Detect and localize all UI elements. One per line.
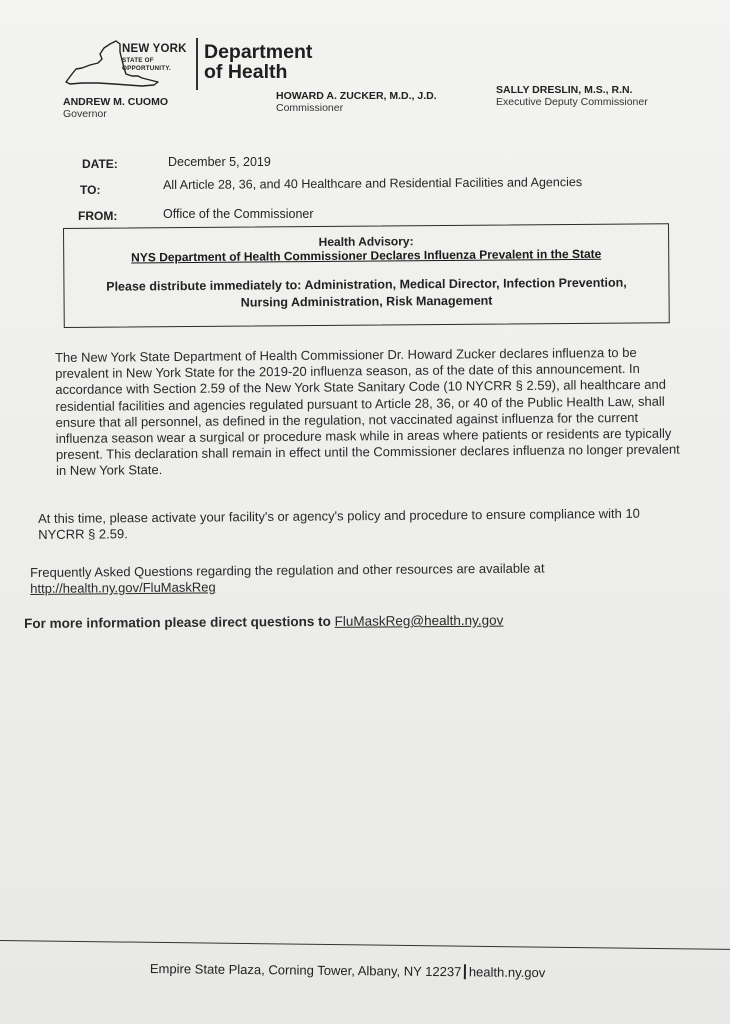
advisory-title: Health Advisory: [318, 234, 414, 249]
advisory-distribution: Please distribute immediately to: Administration, Medical Director, Infection Prevention, Nursing Administration, Risk Management [106, 275, 627, 310]
commissioner-title: Commissioner [276, 102, 344, 114]
ny-brand-wordmark [122, 44, 187, 72]
department-name [204, 42, 312, 82]
footer-website[interactable]: health.ny.gov [468, 964, 546, 981]
deputy-name: SALLY DRESLIN, M.S., R.N. [496, 84, 633, 96]
governor-name: ANDREW M. CUOMO [63, 96, 168, 108]
dept-line2: of Health [204, 61, 288, 83]
governor-title: Governor [63, 108, 107, 120]
from-label: FROM: [78, 209, 118, 223]
faq-text: Frequently Asked Questions regarding the regulation and other resources are available at [30, 560, 545, 580]
commissioner-block [276, 90, 437, 114]
footer-address: Empire State Plaza, Corning Tower, Albany, NY 12237 [149, 961, 462, 980]
dept-line1: Department [204, 41, 313, 63]
body-paragraph-2: At this time, please activate your facility's or agency's policy and procedure to ensure compliance with 10 NYCRR § 2.59. [38, 505, 640, 543]
logo-divider [196, 38, 198, 90]
advisory-headline: NYS Department of Health Commissioner Declares Influenza Prevalent in the State [131, 246, 602, 265]
brand-new-york: NEW YORK [122, 43, 187, 55]
from-value: Office of the Commissioner [163, 207, 314, 221]
health-advisory-box [63, 223, 670, 328]
brand-state-of: STATE OF [122, 56, 154, 64]
governor-block [63, 96, 168, 120]
to-label: TO: [80, 183, 101, 197]
nys-doh-logo [62, 36, 332, 92]
contact-paragraph [24, 611, 704, 632]
deputy-title: Executive Deputy Commissioner [496, 96, 648, 108]
body-paragraph-1: The New York State Department of Health Commissioner Dr. Howard Zucker declares influenza to be prevalent in New York State for the 2019-20 influenza season, as of the date of this announcement. In accordance with Section 2.59 of the New York State Sanitary Code (10 NYCRR § 2.59), all healthcare and residential facilities and agencies regulated pursuant to Article 28, 36, or 40 of the Public Health Law, shall ensure that all personnel, as defined in the regulation, not vaccinated against influenza for the current influenza season wear a surgical or procedure mask while in areas where patients or residents are typically present. This declaration shall remain in effect until the Commissioner declares influenza no longer prevalent in New York State. [55, 344, 680, 479]
flu-mask-reg-link[interactable]: http://health.ny.gov/FluMaskReg [30, 579, 216, 597]
contact-email-link[interactable]: FluMaskReg@health.ny.gov [334, 612, 504, 629]
date-value: December 5, 2019 [168, 155, 271, 169]
to-value: All Article 28, 36, and 40 Healthcare and Residential Facilities and Agencies [163, 175, 583, 192]
brand-opportunity: OPPORTUNITY. [122, 64, 171, 72]
commissioner-name: HOWARD A. ZUCKER, M.D., J.D. [276, 90, 437, 102]
body-paragraph-3 [30, 559, 690, 597]
contact-text: For more information please direct questions to [24, 613, 331, 631]
footer-separator [464, 964, 466, 979]
footer [150, 961, 545, 980]
date-label: DATE: [82, 157, 118, 171]
footer-divider [0, 940, 730, 950]
deputy-block [496, 84, 648, 108]
